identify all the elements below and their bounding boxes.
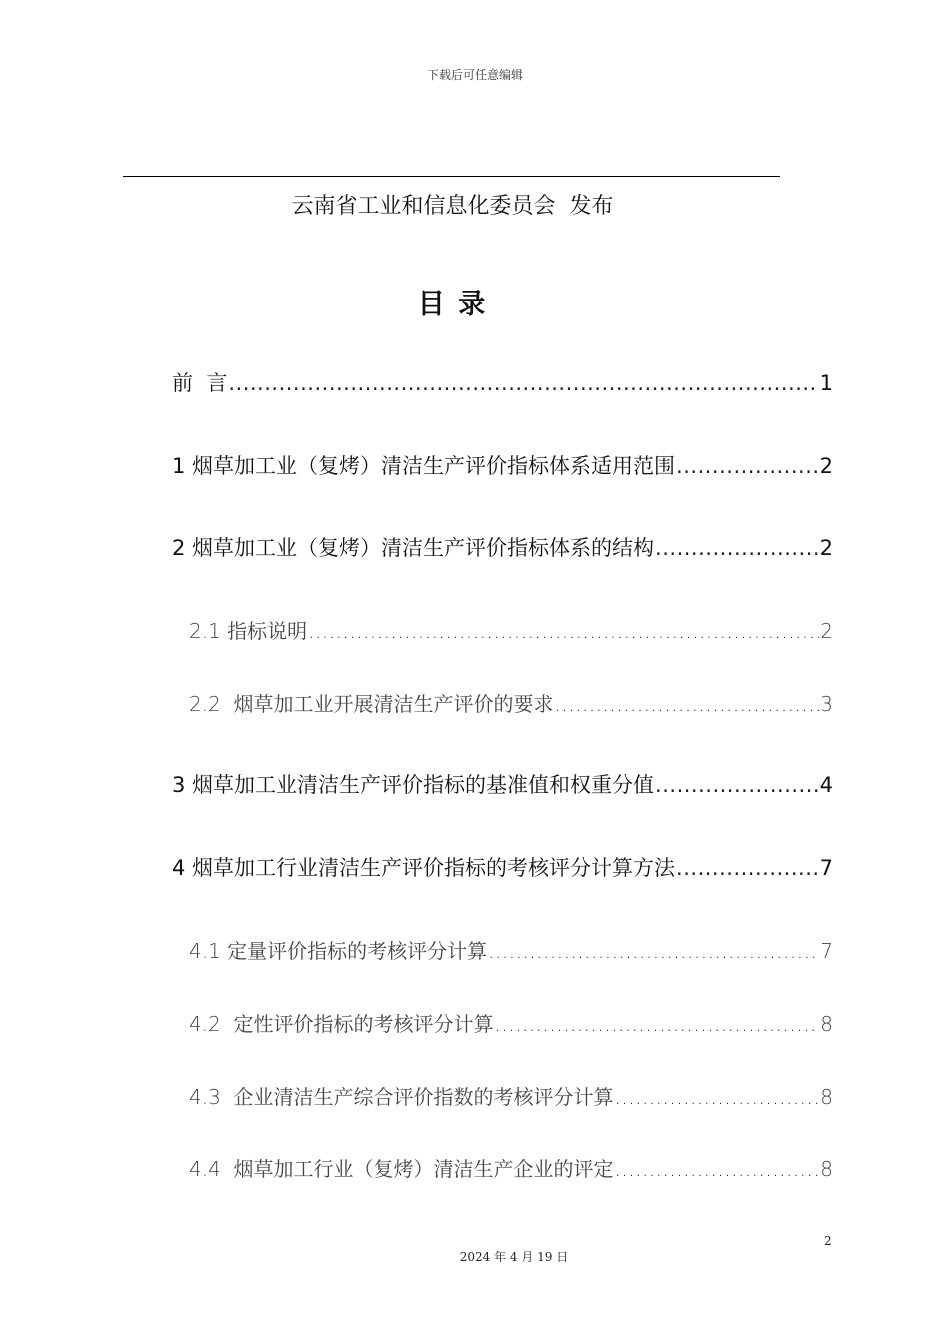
toc-dot-leader	[308, 619, 819, 643]
toc-entry-preface[interactable]	[172, 367, 833, 397]
toc-entry-label: 1 烟草加工业（复烤）清洁生产评价指标体系适用范围	[172, 454, 676, 478]
toc-entry-4[interactable]	[172, 852, 833, 882]
toc-entry-page: 3	[820, 692, 833, 716]
toc-entry-label: 2 烟草加工业（复烤）清洁生产评价指标体系的结构	[172, 536, 655, 560]
toc-entry-label: 2.1 指标说明	[189, 619, 308, 643]
toc-entry-page: 2	[819, 454, 833, 478]
toc-dot-leader	[676, 454, 819, 478]
toc-entry-4-3[interactable]	[189, 1081, 833, 1110]
toc-entry-label: 3 烟草加工业清洁生产评价指标的基准值和权重分值	[172, 773, 655, 797]
toc-entry-page: 7	[819, 856, 833, 880]
toc-entry-label: 4.4 烟草加工行业（复烤）清洁生产企业的评定	[189, 1157, 614, 1181]
toc-entry-label: 4.2 定性评价指标的考核评分计算	[189, 1012, 494, 1036]
toc-entry-label: 2.2 烟草加工业开展清洁生产评价的要求	[189, 692, 554, 716]
toc-dot-leader	[676, 856, 819, 880]
toc-entry-page: 8	[820, 1085, 833, 1109]
toc-entry-label: 4 烟草加工行业清洁生产评价指标的考核评分计算方法	[172, 856, 676, 880]
toc-dot-leader	[655, 773, 819, 797]
toc-entry-4-4[interactable]	[189, 1153, 833, 1182]
horizontal-rule	[123, 176, 780, 177]
toc-entry-label: 前 言	[172, 371, 228, 395]
toc-dot-leader	[228, 371, 818, 395]
toc-entry-page: 4	[819, 773, 833, 797]
toc-entry-page: 8	[820, 1012, 833, 1036]
toc-entry-page: 8	[820, 1157, 833, 1181]
toc-entry-page: 1	[819, 371, 833, 395]
publisher-line: 云南省工业和信息化委员会 发布	[291, 194, 614, 219]
toc-entry-page: 7	[820, 939, 833, 963]
toc-dot-leader	[655, 536, 819, 560]
footer-date: 2024 年 4 月 19 日	[459, 1250, 569, 1264]
page-number: 2	[824, 1234, 832, 1248]
toc-entry-label: 4.3 企业清洁生产综合评价指数的考核评分计算	[189, 1085, 614, 1109]
toc-entry-2-1[interactable]	[189, 615, 833, 644]
toc-entry-label: 4.1 定量评价指标的考核评分计算	[189, 939, 488, 963]
toc-entry-4-1[interactable]	[189, 935, 833, 964]
toc-entry-page: 2	[819, 536, 833, 560]
toc-dot-leader	[615, 1157, 820, 1181]
toc-dot-leader	[615, 1085, 820, 1109]
toc-entry-2[interactable]	[172, 532, 833, 562]
toc-title: 目 录	[417, 289, 488, 320]
toc-dot-leader	[555, 692, 820, 716]
toc-entry-3[interactable]	[172, 769, 833, 799]
toc-entry-page: 2	[820, 619, 833, 643]
toc-entry-2-2[interactable]	[189, 688, 833, 717]
toc-entry-1[interactable]	[172, 450, 833, 480]
toc-dot-leader	[488, 939, 819, 963]
toc-entry-4-2[interactable]	[189, 1008, 833, 1037]
toc-dot-leader	[495, 1012, 820, 1036]
header-note: 下载后可任意编辑	[426, 68, 523, 82]
